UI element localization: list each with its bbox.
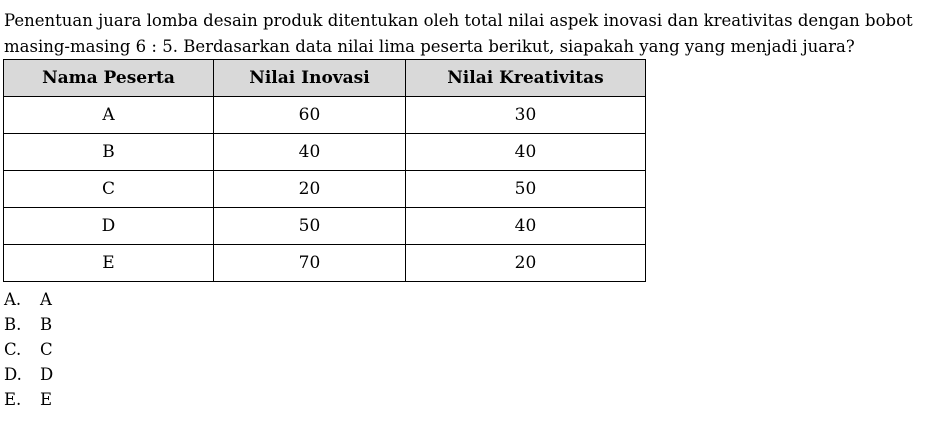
option-text: D [40, 365, 54, 384]
score-table [3, 59, 646, 282]
option-letter: A. [4, 290, 22, 309]
option-c[interactable] [4, 337, 53, 362]
option-letter: B. [4, 315, 22, 334]
cell-kreativitas: 40 [406, 208, 646, 245]
option-e[interactable] [4, 387, 53, 412]
question-line-2: masing-masing 6 : 5. Berdasarkan data nilai lima peserta berikut, siapakah yang yang menjadi juara? [4, 37, 855, 56]
table-row [4, 171, 646, 208]
cell-kreativitas: 20 [406, 245, 646, 282]
question-line-1: Penentuan juara lomba desain produk ditentukan oleh total nilai aspek inovasi dan kreativitas dengan bobot [4, 11, 913, 30]
answer-options [4, 287, 53, 412]
option-b[interactable] [4, 312, 53, 337]
option-letter: D. [4, 365, 22, 384]
table-row [4, 245, 646, 282]
option-letter: E. [4, 390, 22, 409]
cell-inovasi: 40 [214, 134, 406, 171]
header-nama-peserta: Nama Peserta [4, 60, 214, 97]
cell-inovasi: 70 [214, 245, 406, 282]
table-row [4, 97, 646, 134]
cell-participant: A [4, 97, 214, 134]
table-row [4, 134, 646, 171]
option-d[interactable] [4, 362, 53, 387]
cell-participant: B [4, 134, 214, 171]
cell-kreativitas: 40 [406, 134, 646, 171]
header-nilai-kreativitas: Nilai Kreativitas [406, 60, 646, 97]
option-a[interactable] [4, 287, 53, 312]
option-letter: C. [4, 340, 22, 359]
cell-inovasi: 20 [214, 171, 406, 208]
cell-kreativitas: 30 [406, 97, 646, 134]
table-header-row [4, 60, 646, 97]
cell-participant: C [4, 171, 214, 208]
table-row [4, 208, 646, 245]
option-text: A [40, 290, 52, 309]
option-text: B [40, 315, 53, 334]
cell-participant: D [4, 208, 214, 245]
cell-inovasi: 60 [214, 97, 406, 134]
cell-inovasi: 50 [214, 208, 406, 245]
cell-kreativitas: 50 [406, 171, 646, 208]
header-nilai-inovasi: Nilai Inovasi [214, 60, 406, 97]
cell-participant: E [4, 245, 214, 282]
option-text: C [40, 340, 53, 359]
question-text [4, 8, 939, 60]
option-text: E [40, 390, 53, 409]
